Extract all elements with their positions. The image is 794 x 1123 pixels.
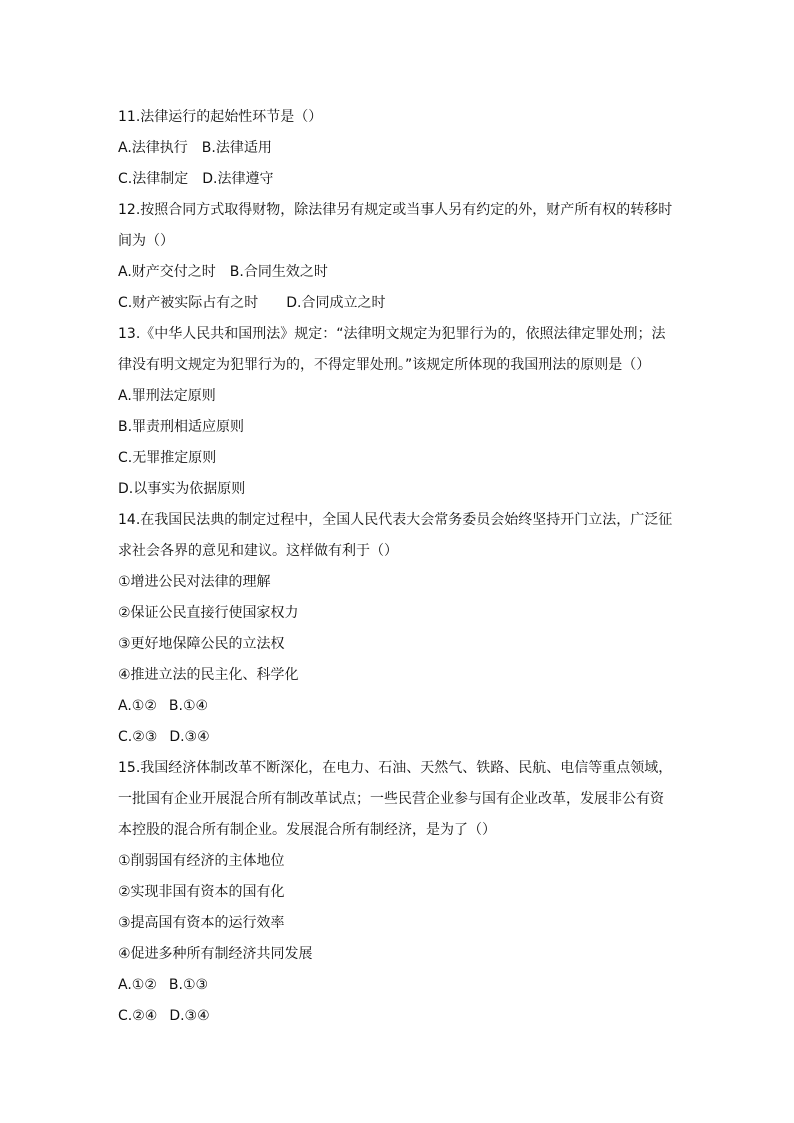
statement-1: ①增进公民对法律的理解 — [118, 574, 271, 590]
options-row — [118, 970, 678, 1001]
option-b: B.①③ — [168, 977, 209, 993]
option-d: D.以事实为依据原则 — [118, 481, 246, 497]
statement-4: ④推进立法的民主化、科学化 — [118, 667, 299, 683]
option-c: C.法律制定 — [118, 171, 189, 187]
question-stem: 一批国有企业开展混合所有制改革试点；一些民营企业参与国有企业改革，发展非公有资 — [118, 791, 664, 807]
statement-3: ③更好地保障公民的立法权 — [118, 636, 285, 652]
question-11 — [118, 102, 678, 195]
option-c: C.②④ — [118, 1008, 158, 1024]
options-row — [118, 722, 678, 753]
options-row — [118, 257, 678, 288]
options-row — [118, 288, 678, 319]
option-a: A.①② — [118, 977, 157, 993]
statement-1: ①削弱国有经济的主体地位 — [118, 853, 285, 869]
option-c: C.财产被实际占有之时 — [118, 295, 259, 311]
option-a: A.罪刑法定原则 — [118, 388, 216, 404]
options-row — [118, 691, 678, 722]
options-row — [118, 133, 678, 164]
question-12 — [118, 195, 678, 319]
option-d: D.法律遵守 — [202, 171, 274, 187]
statement-2: ②保证公民直接行使国家权力 — [118, 605, 299, 621]
statement-3: ③提高国有资本的运行效率 — [118, 915, 285, 931]
option-c: C.无罪推定原则 — [118, 450, 217, 466]
question-stem: 15.我国经济体制改革不断深化，在电力、石油、天然气、铁路、民航、电信等重点领域， — [118, 760, 673, 776]
options-row — [118, 164, 678, 195]
option-a: A.法律执行 — [118, 140, 188, 156]
option-b: B.合同生效之时 — [229, 264, 328, 280]
question-stem: 本控股的混合所有制企业。发展混合所有制经济，是为了（） — [118, 822, 496, 838]
option-a: A.财产交付之时 — [118, 264, 216, 280]
option-d: D.合同成立之时 — [286, 295, 386, 311]
question-stem: 律没有明文规定为犯罪行为的，不得定罪处刑。”该规定所体现的我国刑法的原则是（） — [118, 357, 651, 373]
question-14 — [118, 505, 678, 753]
option-b: B.①④ — [168, 698, 209, 714]
statement-4: ④促进多种所有制经济共同发展 — [118, 946, 313, 962]
question-stem: 间为（） — [118, 233, 174, 249]
option-d: D.③④ — [169, 1008, 210, 1024]
option-a: A.①② — [118, 698, 157, 714]
option-b: B.法律适用 — [201, 140, 272, 156]
option-b: B.罪责刑相适应原则 — [118, 419, 245, 435]
question-13 — [118, 319, 678, 505]
question-stem: 11.法律运行的起始性环节是（） — [118, 109, 323, 125]
options-row — [118, 1001, 678, 1032]
question-stem: 13.《中华人民共和国刑法》规定：“法律明文规定为犯罪行为的，依照法律定罪处刑；法 — [118, 326, 666, 342]
question-list — [118, 102, 678, 1032]
option-d: D.③④ — [169, 729, 210, 745]
statement-2: ②实现非国有资本的国有化 — [118, 884, 285, 900]
question-stem: 14.在我国民法典的制定过程中，全国人民代表大会常务委员会始终坚持开门立法，广泛征 — [118, 512, 673, 528]
question-15 — [118, 753, 678, 1032]
question-stem: 求社会各界的意见和建议。这样做有利于（） — [118, 543, 398, 559]
option-c: C.②③ — [118, 729, 158, 745]
question-stem: 12.按照合同方式取得财物，除法律另有规定或当事人另有约定的外，财产所有权的转移时 — [118, 202, 673, 218]
